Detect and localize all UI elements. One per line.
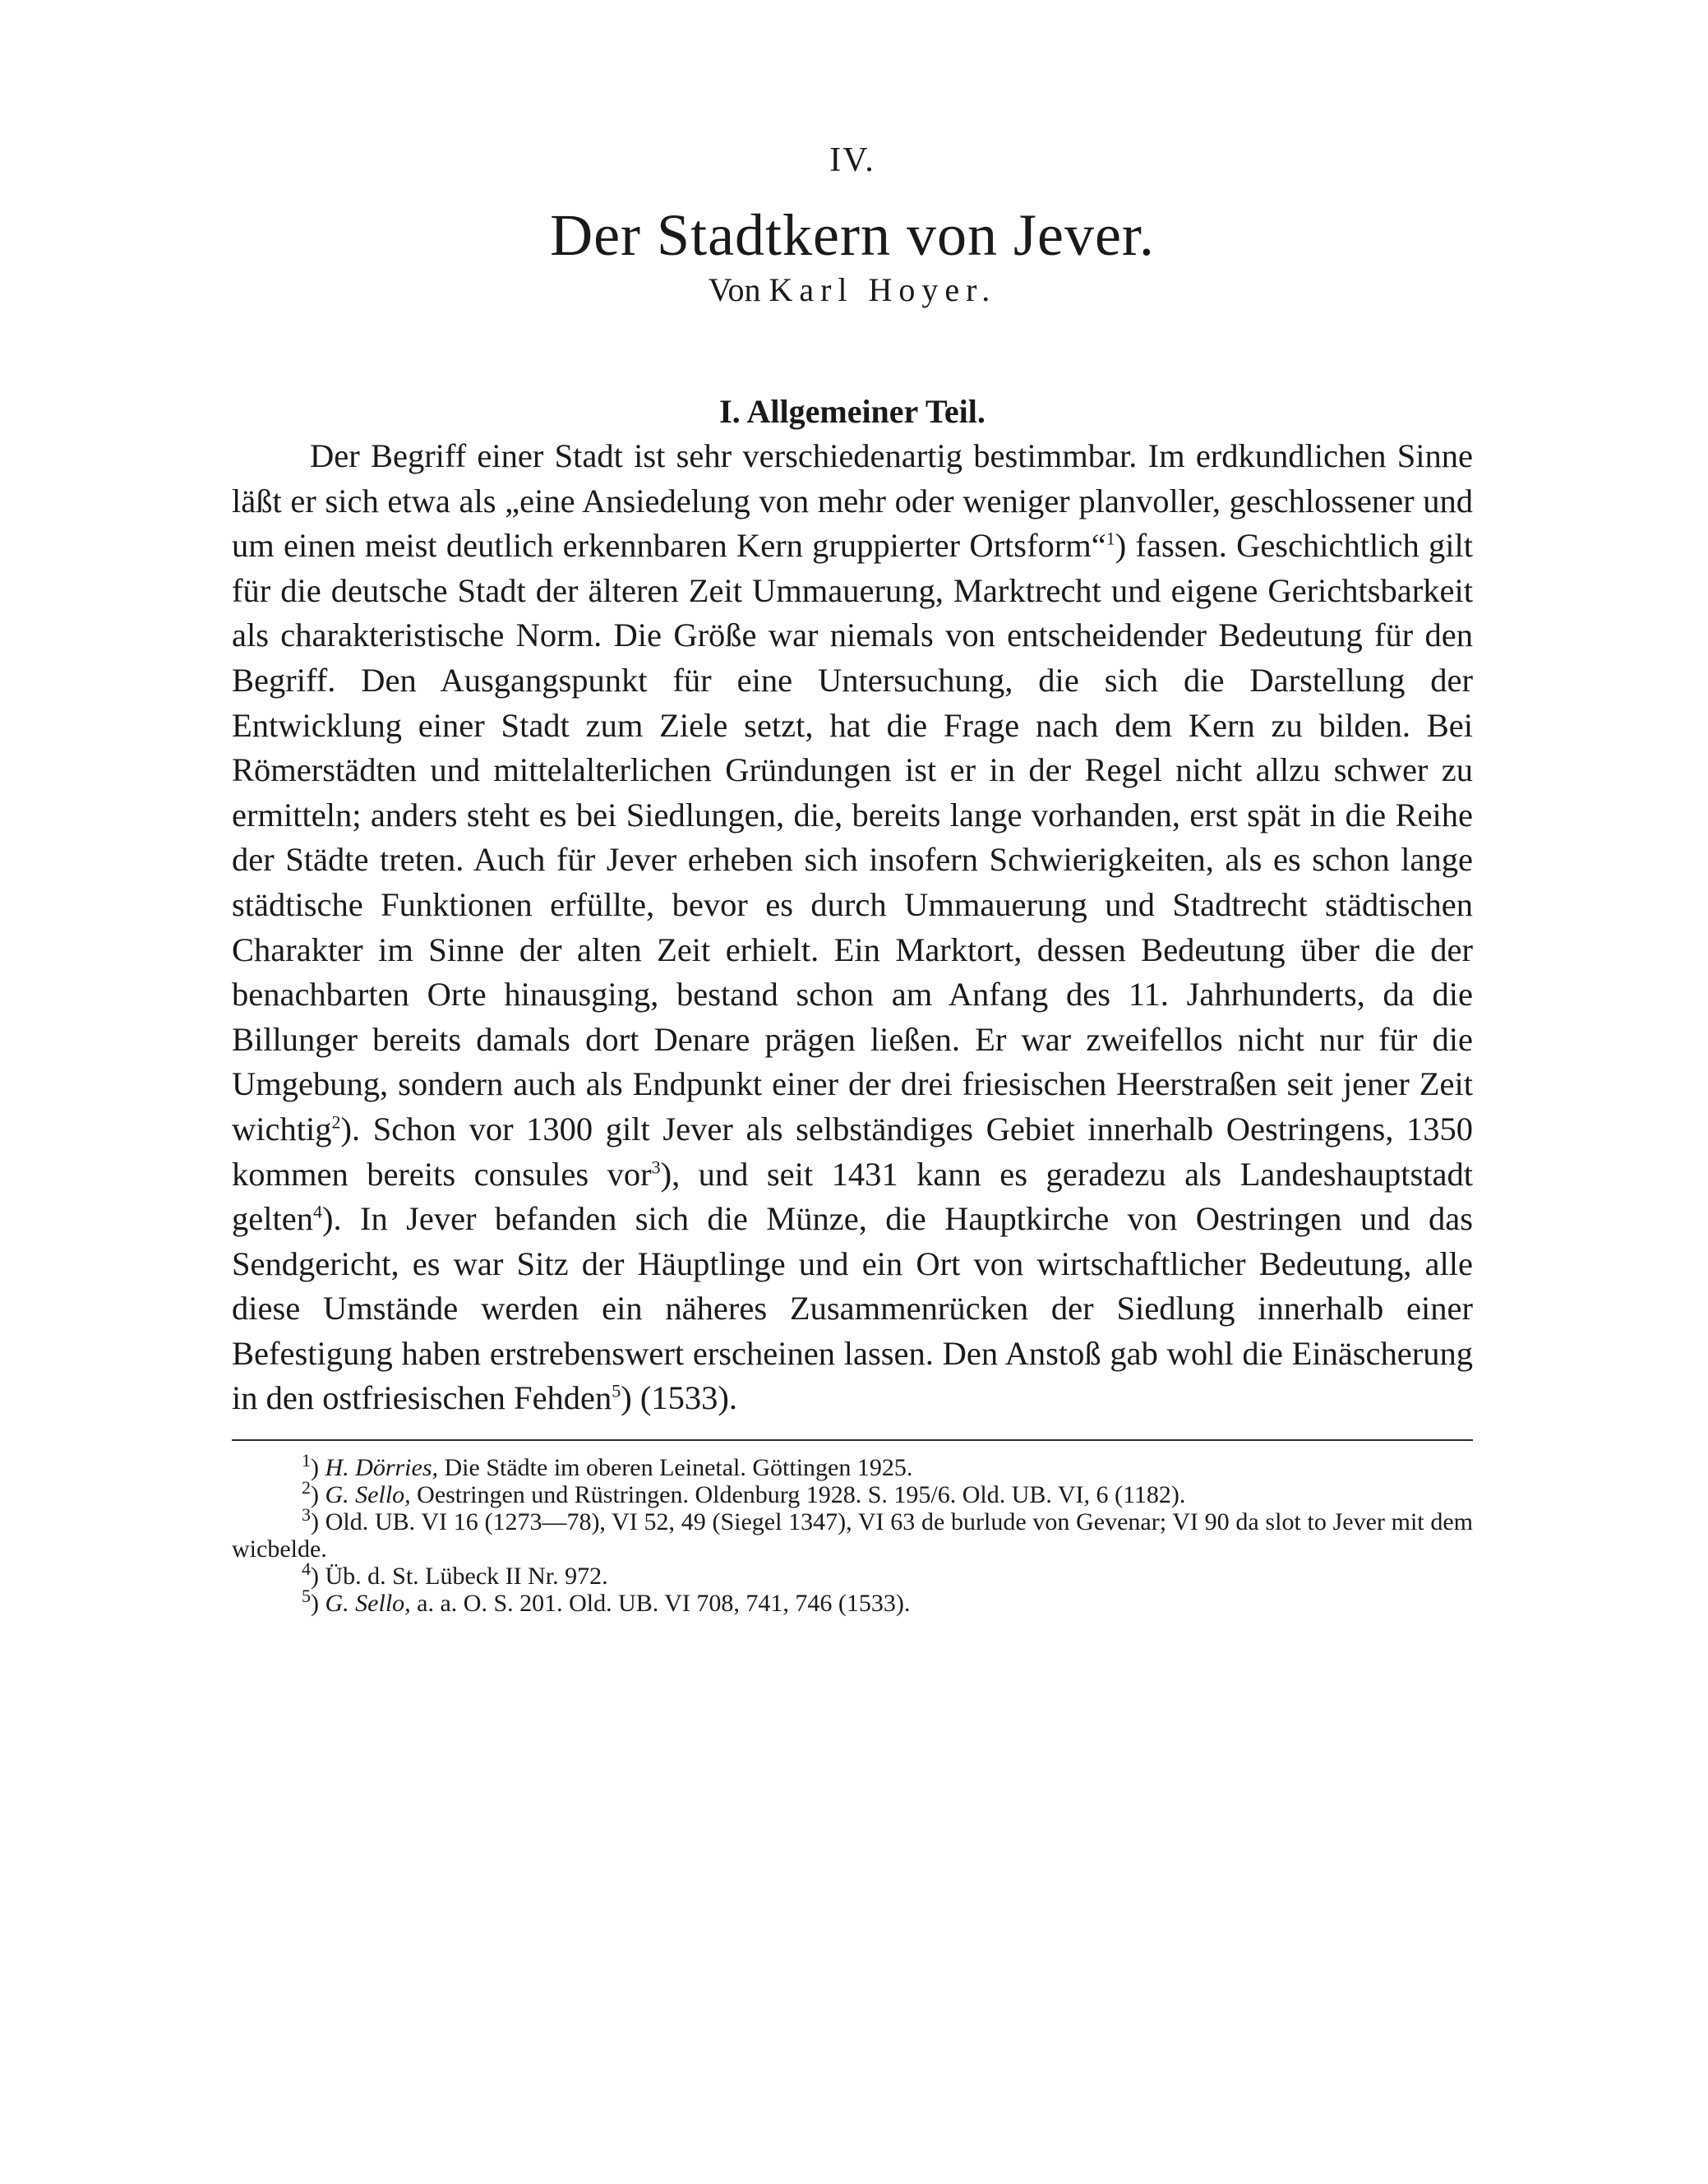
section-heading: I. Allgemeiner Teil.: [719, 393, 986, 430]
footnote-text: Üb. d. St. Lübeck II Nr. 972.: [319, 1563, 608, 1591]
footnote-mark: 4: [302, 1558, 311, 1580]
article-title: Der Stadtkern von Jever.: [550, 202, 1155, 268]
body-text-part-3: ). Schon vor 1300 gilt Jever als selbständiges Gebiet innerhalb Oestringens, 1350 kommen bereits consules vor: [232, 1110, 1473, 1193]
footnote-1: $^1$) H. Dörries, Die Städte im oberen Leinetal. Göttingen 1925.: [302, 1450, 913, 1482]
body-paragraph: [232, 434, 1473, 1421]
footnote-5: $^5$) G. Sello, a. a. O. S. 201. Old. UB. VI 708, 741, 746 (1533).: [302, 1586, 911, 1618]
author-prefix: Von: [708, 271, 761, 308]
author-name: Karl Hoyer.: [769, 271, 997, 308]
page: [232, 140, 1473, 1617]
footnote-divider: [232, 1439, 1473, 1441]
body-text-part-5: ). In Jever befanden sich die Münze, die Hauptkirche von Oestringen und das Sendgericht, es war Sitz der Häuptlinge und ein Ort von wirtschaftlicher Bedeutung, alle diese Umstände werden ein näheres Zusammenrücken der Siedlung innerhalb einer Befestigung haben erstrebenswert erscheinen lassen. Den Anstoß gab wohl die Einäscherung in den ostfriesischen Fehden: [232, 1200, 1473, 1417]
footnote-ref-1[interactable]: 1: [1106, 528, 1115, 549]
footnote-2: $^2$) G. Sello, Oestringen und Rüstringen. Oldenburg 1928. S. 195/6. Old. UB. VI, 6 (1182).: [302, 1477, 1186, 1509]
footnote-ref-3[interactable]: 3: [651, 1157, 661, 1177]
author-line: [232, 270, 1473, 311]
footnote-text: Old. UB. VI 16 (1273—78), VI 52, 49 (Siegel 1347), VI 63 de burlude von Gevenar; VI 90 da slot to Jever mit dem wicbelde.: [232, 1508, 1473, 1563]
body-text-part-6: ) (1533).: [621, 1379, 737, 1417]
footnote-3: $^3$) Old. UB. VI 16 (1273—78), VI 52, 49 (Siegel 1347), VI 63 de burlude von Gevenar; VI 90 da slot to Jever mit dem wicbelde.: [232, 1504, 1473, 1563]
footnote-mark: 3: [302, 1504, 311, 1526]
footnote-ref-2[interactable]: 2: [331, 1111, 341, 1133]
footnote-text: Die Städte im oberen Leinetal. Göttingen 1925.: [438, 1454, 913, 1482]
footnote-ref-4[interactable]: 4: [312, 1201, 322, 1222]
body-text-part-4: ), und seit 1431 kann es geradezu als Landeshauptstadt gelten: [232, 1155, 1473, 1238]
footnote-mark: 2: [302, 1477, 311, 1498]
body-text-part-1: Der Begriff einer Stadt ist sehr verschiedenartig bestimmbar. Im erdkundlichen Sinne läßt er sich etwa als „eine Ansiedelung von mehr oder weniger planvoller, geschlossener und um einen meist deutlich erkennbaren Kern gruppierter Ortsform“: [232, 437, 1473, 565]
footnote-4: $^4$) Üb. d. St. Lübeck II Nr. 972.: [302, 1558, 608, 1591]
footnotes: [232, 1450, 1473, 1618]
body-text-part-2: ) fassen. Geschichtlich gilt für die deutsche Stadt der älteren Zeit Ummauerung, Marktrecht und eigene Gerichtsbarkeit als charakteristische Norm. Die Größe war niemals von entscheidender Bedeutung für den Begriff. Den Ausgangspunkt für eine Untersuchung, die sich die Darstellung der Entwicklung einer Stadt zum Ziele setzt, hat die Frage nach dem Kern zu bilden. Bei Römerstädten und mittelalterlichen Gründungen ist er in der Regel nicht allzu schwer zu ermitteln; anders steht es bei Siedlungen, die, bereits lange vorhanden, erst spät in die Reihe der Städte treten. Auch für Jever erheben sich insofern Schwierigkeiten, als es schon lange städtische Funktionen erfüllte, bevor es durch Ummauerung und Stadtrecht städtischen Charakter im Sinne der alten Zeit erhielt. Ein Marktort, dessen Bedeutung über die der benachbarten Orte hinausging, bestand schon am Anfang des 11. Jahrhunderts, da die Billunger bereits damals dort Denare prägen ließen. Er war zweifellos nicht nur für die Umgebung, sondern auch als Endpunkt einer der drei friesischen Heerstraßen seit jener Zeit wichtig: [232, 527, 1473, 1147]
footnote-ref-5[interactable]: 5: [612, 1380, 621, 1401]
footnote-author: G. Sello,: [325, 1590, 411, 1618]
footnote-mark: 5: [302, 1586, 311, 1607]
footnote-author: G. Sello,: [325, 1481, 411, 1509]
footnote-text: a. a. O. S. 201. Old. UB. VI 708, 741, 746 (1533).: [410, 1590, 911, 1618]
footnote-mark: 1: [302, 1450, 311, 1471]
footnote-text: Oestringen und Rüstringen. Oldenburg 1928. S. 195/6. Old. UB. VI, 6 (1182).: [410, 1481, 1186, 1509]
footnote-author: H. Dörries,: [325, 1454, 439, 1482]
chapter-number: IV.: [829, 141, 875, 179]
